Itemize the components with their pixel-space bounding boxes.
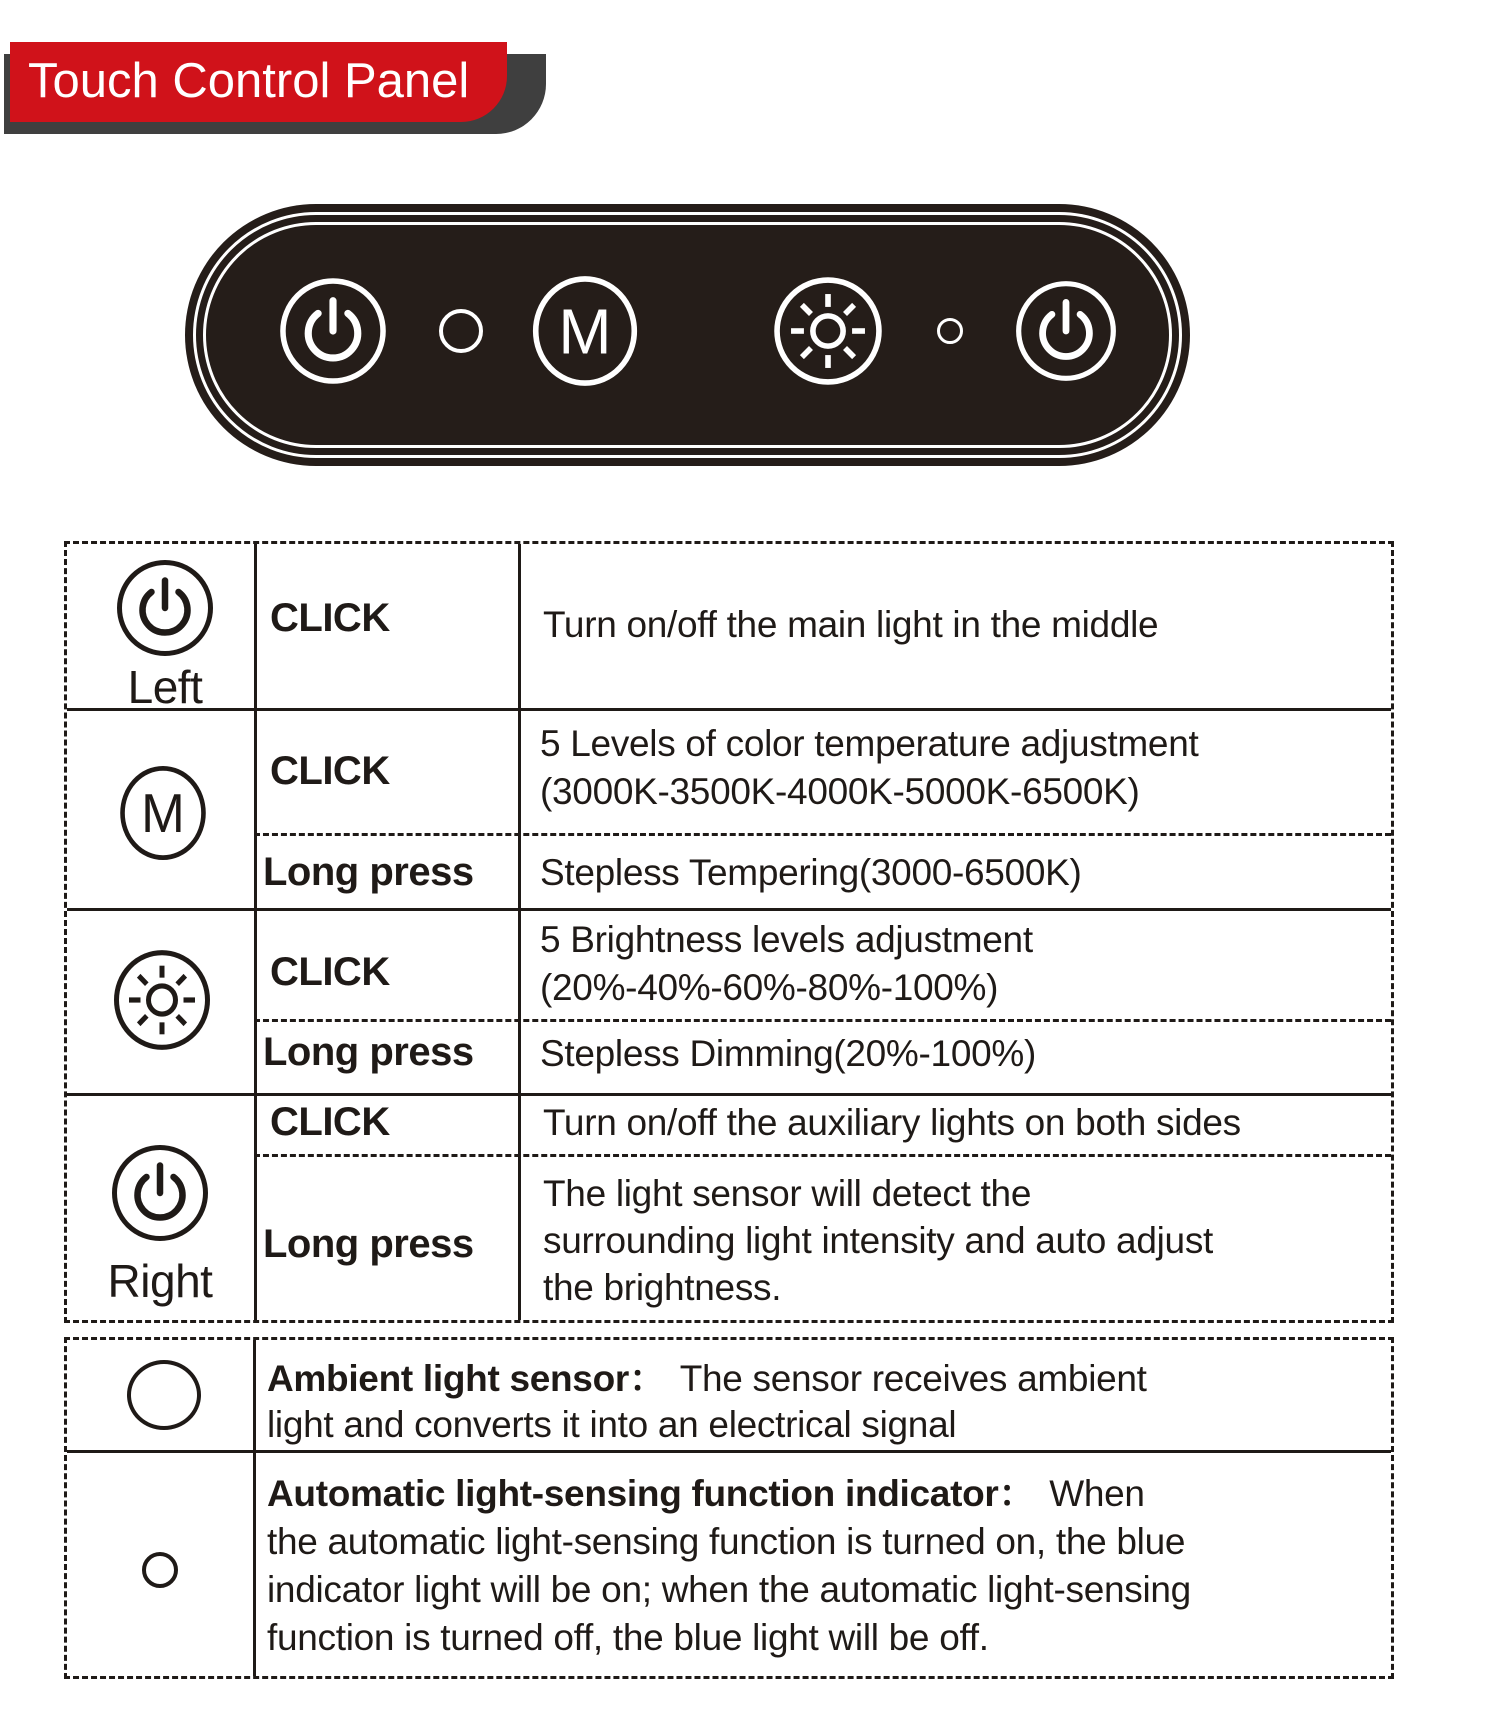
row-left-label: Left [127, 661, 203, 713]
row2-click-desc: 5 Levels of color temperature adjustment (3000K-3500K-4000K-5000K-6500K) [540, 723, 1199, 812]
auto-indicator-note-text-4: function is turned off, the blue light will be off. [267, 1617, 989, 1658]
row2-click-label: CLICK [270, 749, 390, 793]
table-row-divider-3 [67, 1093, 1391, 1096]
table-col-divider-2 [518, 544, 521, 1320]
power-right-icon [1014, 279, 1118, 383]
notes-row-divider [67, 1450, 1391, 1453]
row4-longpress-desc: The light sensor will detect the surrounding light intensity and auto adjust the brightness. [543, 1173, 1213, 1308]
banner [10, 42, 507, 122]
subrow-divider-power-right [254, 1154, 1391, 1157]
control-panel [185, 204, 1190, 466]
notes-box [64, 1337, 1394, 1679]
row3-click-desc: 5 Brightness levels adjustment (20%-40%-60%-80%-100%) [540, 919, 1033, 1008]
auto-indicator-circle-icon [142, 1552, 178, 1588]
svg-text:M: M [558, 295, 612, 368]
brightness-button-icon [772, 275, 884, 387]
row3-longpress-desc: Stepless Dimming(20%-100%) [540, 1033, 1037, 1074]
row2-longpress-label: Long press [263, 850, 474, 894]
ambient-sensor-dot-icon [439, 309, 483, 353]
row4-click-label: CLICK [270, 1100, 390, 1144]
auto-indicator-note-text-1: When [1049, 1473, 1145, 1514]
ambient-sensor-note-text-1: The sensor receives ambient [679, 1358, 1147, 1399]
row3-click-label: CLICK [270, 950, 390, 994]
function-table [64, 541, 1394, 1323]
auto-indicator-note-title: Automatic light-sensing function indicator： [267, 1473, 1036, 1514]
row1-click-label: CLICK [270, 596, 390, 640]
auto-indicator-dot-icon [937, 318, 963, 344]
subrow-divider-mode [254, 833, 1391, 836]
row1-click-desc: Turn on/off the main light in the middle [543, 604, 1159, 645]
svg-text:M: M [141, 783, 185, 845]
row-mode-icon [117, 765, 209, 861]
ambient-sensor-note-text-2: light and converts it into an electrical signal [267, 1404, 957, 1445]
table-row-divider-2 [67, 908, 1391, 911]
row-right-label: Right [107, 1255, 213, 1307]
subrow-divider-brightness [254, 1019, 1391, 1022]
row-right-power-icon [110, 1143, 210, 1243]
auto-indicator-note-text-3: indicator light will be on; when the automatic light-sensing [267, 1569, 1191, 1610]
ambient-sensor-note [267, 1356, 1147, 1448]
row3-longpress-label: Long press [263, 1030, 474, 1074]
ambient-sensor-note-title: Ambient light sensor： [267, 1358, 666, 1399]
row4-longpress-label: Long press [263, 1222, 474, 1266]
row2-longpress-desc: Stepless Tempering(3000-6500K) [540, 852, 1082, 893]
auto-indicator-note [267, 1470, 1191, 1662]
auto-indicator-note-text-2: the automatic light-sensing function is turned on, the blue [267, 1521, 1186, 1562]
table-row-divider-1 [67, 708, 1391, 711]
page-title: Touch Control Panel [28, 54, 470, 108]
mode-button-icon [529, 275, 641, 387]
notes-col-divider [253, 1340, 256, 1676]
row-brightness-icon [112, 948, 212, 1052]
ambient-sensor-circle-icon [127, 1360, 201, 1430]
row-left-power-icon [115, 558, 215, 658]
table-col-divider-1 [254, 544, 257, 1320]
row4-click-desc: Turn on/off the auxiliary lights on both sides [543, 1102, 1241, 1143]
power-left-icon [278, 276, 388, 386]
